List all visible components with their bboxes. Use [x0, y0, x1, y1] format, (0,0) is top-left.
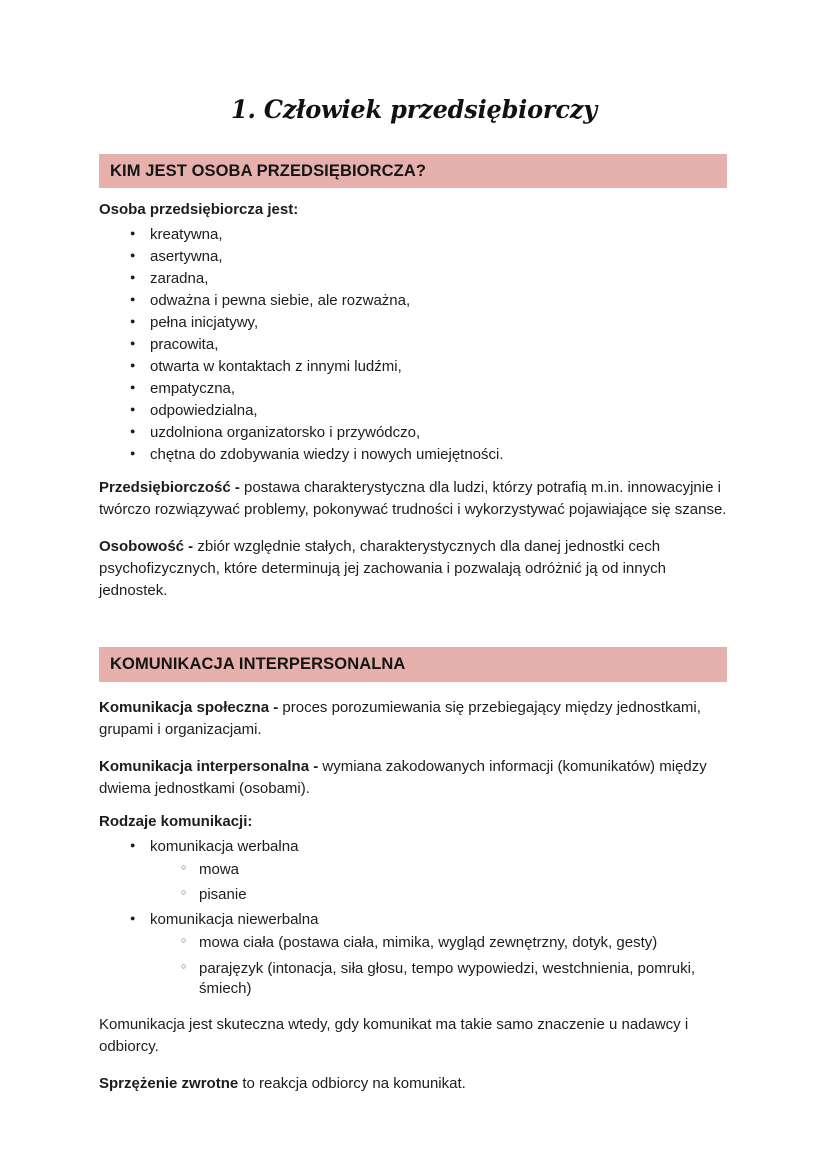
list-item: [99, 839, 729, 906]
list-item-label: ○ mowa: [199, 861, 239, 878]
list-item: [150, 885, 729, 905]
definition-body: proces porozumiewania się przebiegający między jednostkami, grupami i organizacjami.: [99, 699, 701, 738]
definition-komunikacja-interpersonalna: [99, 756, 729, 800]
list-item: [99, 227, 729, 242]
list-item-label: ○ mowa ciała (postawa ciała, mimika, wygląd zewnętrzny, dotyk, gesty): [199, 934, 657, 951]
paragraph-body: Komunikacja jest skuteczna wtedy, gdy komunikat ma takie samo znaczenie u nadawcy i odbiorcy.: [99, 1016, 689, 1056]
list-item-label: ● asertywna,: [150, 248, 223, 265]
section-heading-komunikacja-interpersonalna: KOMUNIKACJA INTERPERSONALNA: [99, 647, 727, 682]
traits-list: [99, 227, 729, 462]
definition-body: wymiana zakodowanych informacji (komunikatów) między dwiema jednostkami (osobami).: [99, 757, 707, 797]
list-item-label: ● empatyczna,: [150, 380, 235, 397]
list-item: [150, 860, 729, 880]
closing-paragraph-skutecznosc: [99, 1014, 729, 1058]
list-item: [99, 403, 729, 418]
communication-types-list: [99, 839, 729, 1000]
list-item-label: ● komunikacja niewerbalna: [150, 911, 318, 928]
list-item: [99, 249, 729, 264]
list-item: [99, 293, 729, 308]
sublist-werbalna: [150, 860, 729, 906]
definition-body: postawa charakterystyczna dla ludzi, którzy potrafią m.in. innowacyjnie i twórczo rozwiązywać problemy, pokonywać trudności i wykorzystywać pojawiające się szanse.: [99, 479, 727, 518]
definition-term: Sprzężenie zwrotne: [99, 1075, 239, 1093]
types-lead: Rodzaje komunikacji:: [99, 812, 253, 830]
list-item-label: ● komunikacja werbalna: [150, 838, 298, 855]
list-item: [99, 912, 729, 999]
definition-body: zbiór względnie stałych, charakterystycznych dla danej jednostki cech psychofizycznych, które determinują jej zachowania i pozwalają odróżnić ją od innych jednostek.: [99, 537, 666, 599]
definition-komunikacja-spoleczna: [99, 697, 729, 741]
page-title: 1. Człowiek przedsiębiorczy: [231, 95, 597, 124]
list-item: [150, 959, 729, 999]
definition-body: to reakcja odbiorcy na komunikat.: [238, 1075, 466, 1093]
section1-lead: Osoba przedsiębiorcza jest:: [99, 201, 299, 219]
section-heading-kim-jest-osoba-przedsiebiorcza: KIM JEST OSOBA PRZEDSIĘBIORCZA?: [99, 154, 727, 189]
list-item: [99, 359, 729, 374]
list-item: [99, 271, 729, 286]
definition-term: Osobowość -: [99, 537, 194, 555]
list-item: [99, 315, 729, 330]
list-item-label: ○ parajęzyk (intonacja, siła głosu, tempo wypowiedzi, westchnienia, pomruki, śmiech): [199, 960, 695, 997]
list-item: [99, 447, 729, 462]
sublist-niewerbalna: [150, 933, 729, 999]
list-item-label: ● otwarta w kontaktach z innymi ludźmi,: [150, 358, 402, 375]
list-item-label: ○ pisanie: [199, 886, 247, 903]
list-item: [99, 381, 729, 396]
list-item-label: ● odważna i pewna siebie, ale rozważna,: [150, 292, 410, 309]
list-item-label: ● chętna do zdobywania wiedzy i nowych umiejętności.: [150, 446, 504, 463]
list-item: [150, 933, 729, 953]
definition-term: Komunikacja interpersonalna -: [99, 757, 319, 775]
definition-osobowosc: [99, 536, 729, 602]
list-item: [99, 425, 729, 440]
definition-term: Przedsiębiorczość -: [99, 479, 240, 497]
definition-sprzezenie-zwrotne: [99, 1073, 729, 1095]
definition-przedsiebiorczosc: [99, 477, 729, 521]
list-item-label: ● pełna inicjatywy,: [150, 314, 258, 331]
list-item-label: ● zaradna,: [150, 270, 208, 287]
list-item-label: ● odpowiedzialna,: [150, 402, 258, 419]
list-item: [99, 337, 729, 352]
list-item-label: ● pracowita,: [150, 336, 218, 353]
list-item-label: ● kreatywna,: [150, 226, 223, 243]
definition-term: Komunikacja społeczna -: [99, 699, 279, 717]
list-item-label: ● uzdolniona organizatorsko i przywódczo,: [150, 424, 420, 441]
section-spacer: [99, 601, 729, 647]
